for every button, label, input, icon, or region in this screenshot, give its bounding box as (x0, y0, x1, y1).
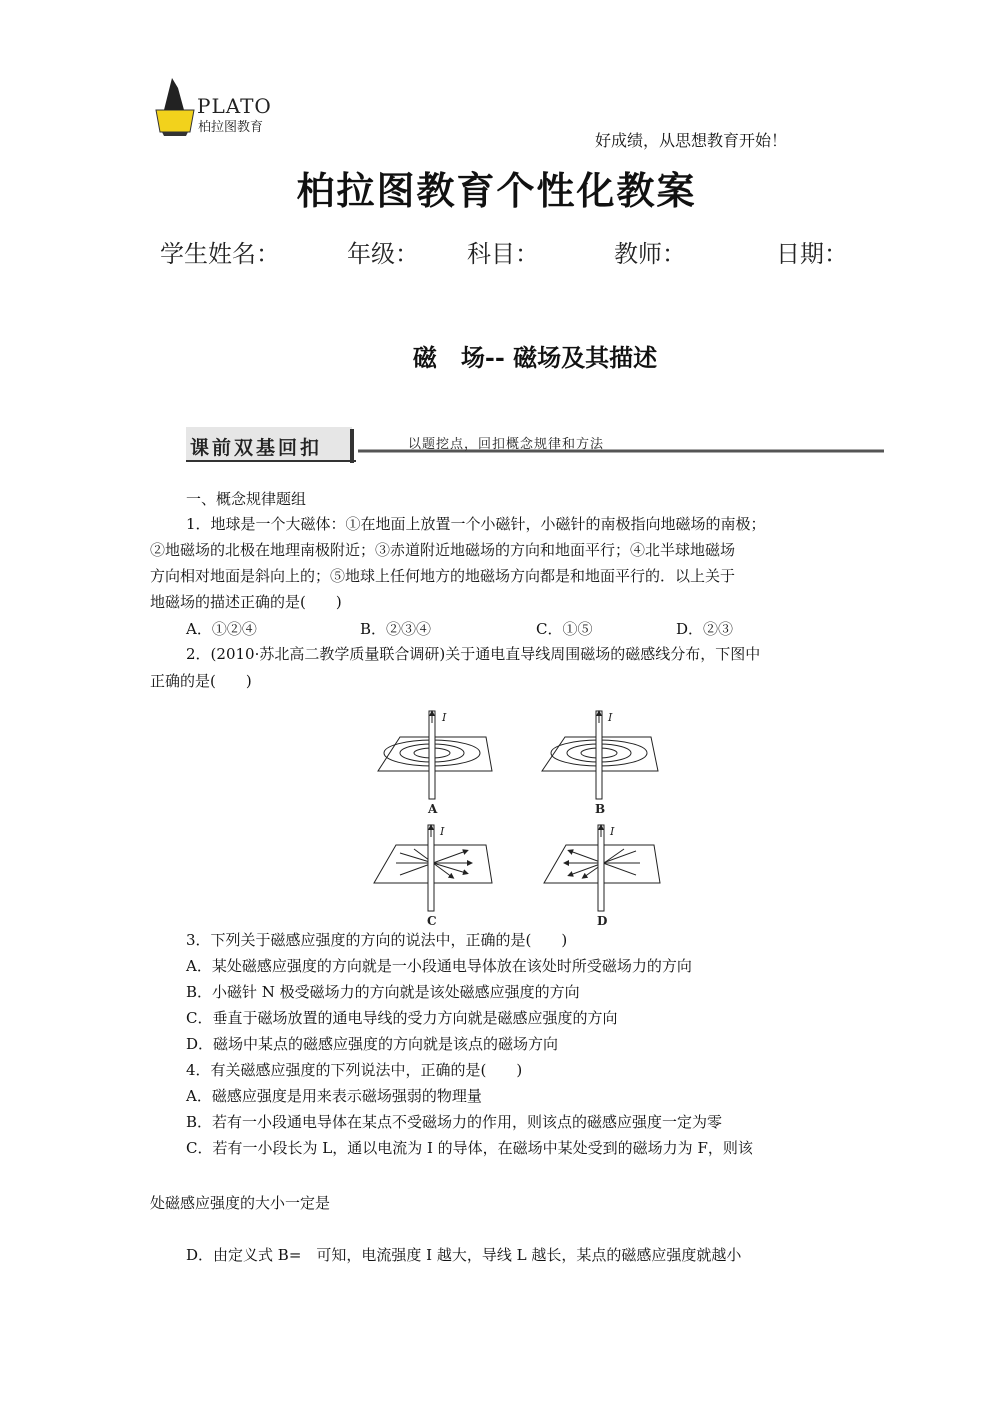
panel-label-d: D (597, 914, 608, 928)
current-label: I (442, 711, 447, 724)
q1-option-c: C．①⑤ (536, 620, 593, 638)
field-lines-figure (370, 705, 670, 935)
section-title: 一、概念规律题组 (186, 490, 307, 508)
current-label: I (610, 825, 615, 838)
text-line: D．磁场中某点的磁感应强度的方向就是该点的磁场方向 (186, 1035, 559, 1053)
panel-label-c: C (427, 914, 437, 928)
panel-c (374, 825, 492, 911)
text-line: 正确的是( ) (150, 672, 252, 690)
logo-text: PLATO (197, 94, 272, 118)
text-line: A．某处磁感应强度的方向就是一小段通电导体放在该处时所受磁场力的方向 (186, 957, 692, 975)
text-line: B．小磁针 N 极受磁场力的方向就是该处磁感应强度的方向 (186, 983, 580, 1001)
text-line: C．垂直于磁场放置的通电导线的受力方向就是磁感应强度的方向 (186, 1009, 618, 1027)
q1-option-a: A．①②④ (186, 620, 257, 638)
text-line: B．若有一小段通电导体在某点不受磁场力的作用，则该点的磁感应强度一定为零 (186, 1113, 723, 1131)
field-date: 日期： (776, 240, 848, 268)
text-line: D．由定义式 B= 可知，电流强度 I 越大，导线 L 越长，某点的磁感应强度就越小 (186, 1246, 742, 1264)
text-line: 2．(2010·苏北高二教学质量联合调研)关于通电直导线周围磁场的磁感线分布，下图中 (186, 645, 761, 663)
panel-d (544, 825, 660, 911)
field-subject: 科目： (467, 240, 539, 268)
field-teacher: 教师： (614, 240, 686, 268)
text-line: 1．地球是一个大磁体：①在地面上放置一个小磁针，小磁针的南极指向地磁场的南极； (186, 515, 766, 533)
panel-label-a: A (428, 802, 438, 816)
logo-subtitle: 柏拉图教育 (198, 120, 264, 135)
text-line: 3．下列关于磁感应强度的方向的说法中，正确的是( ) (186, 931, 568, 949)
banner-tag: 课前双基回扣 (190, 437, 323, 459)
lesson-title: 磁 场-- 磁场及其描述 (412, 343, 658, 372)
panel-b (542, 711, 658, 799)
field-student-name: 学生姓名： (160, 240, 280, 268)
q1-option-b: B．②③④ (360, 620, 432, 638)
panel-a (378, 711, 492, 799)
text-line: C．若有一小段长为 L，通以电流为 I 的导体，在磁场中某处受到的磁场力为 F，则该 (186, 1139, 753, 1157)
text-line: 4．有关磁感应强度的下列说法中，正确的是( ) (186, 1061, 523, 1079)
text-line: 处磁感应强度的大小一定是 (150, 1194, 331, 1212)
current-label: I (440, 825, 445, 838)
slogan: 好成绩，从思想教育开始！ (595, 131, 788, 150)
current-label: I (608, 711, 613, 724)
panel-label-b: B (595, 802, 606, 816)
page-title: 柏拉图教育个性化教案 (296, 169, 697, 213)
banner-subtitle: 以题挖点，回扣概念规律和方法 (408, 437, 605, 452)
q1-option-d: D．②③ (676, 620, 734, 638)
text-line: 地磁场的描述正确的是( ) (150, 593, 342, 611)
text-line: ②地磁场的北极在地理南极附近；③赤道附近地磁场的方向和地面平行；④北半球地磁场 (150, 541, 736, 559)
text-line: 方向相对地面是斜向上的；⑤地球上任何地方的地磁场方向都是和地面平行的．以上关于 (150, 567, 736, 585)
field-grade: 年级： (347, 240, 419, 268)
text-line: A．磁感应强度是用来表示磁场强弱的物理量 (186, 1087, 482, 1105)
